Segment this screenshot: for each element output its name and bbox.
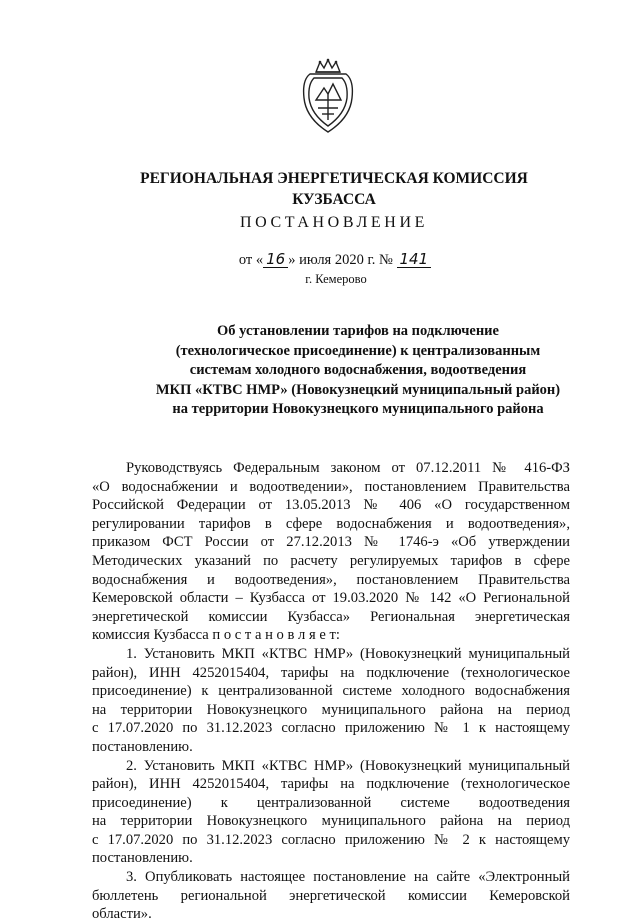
body-line: Руководствуясь Федеральным законом от 07.12.2011 № 416-ФЗ [126, 460, 570, 476]
document-number-handwritten: 141 [397, 252, 432, 268]
body-line: 2. Установить МКП «КТВС НМР» (Новокузнецкий муниципальный [126, 757, 570, 774]
body-line: с 17.07.2020 по 31.12.2023 согласно приложению № 1 к настоящему [92, 720, 570, 737]
body-line: бюллетень региональной энергетической комиссии Кемеровской [92, 887, 570, 904]
date-day-handwritten: 16 [263, 252, 288, 268]
body-line: район), ИНН 4252015404, тарифы на подключение (технологическое [92, 776, 570, 793]
title-line: системам холодного водоснабжения, водоотведения [189, 362, 527, 378]
body-line: Российской Федерации от 13.05.2013 № 406 «О государственном [92, 497, 570, 514]
org-line-2: КУЗБАССА [292, 191, 376, 208]
body-line: постановлению. [92, 850, 193, 867]
body-line: энергетической комиссии Кузбасса» Региональная энергетическая [92, 608, 570, 625]
document-body [92, 459, 570, 924]
body-line: водоснабжения и водоотведения», постановлением Правительства [92, 571, 570, 588]
date-line [0, 252, 640, 269]
document-title [108, 322, 608, 420]
body-line: на территории Новокузнецкого муниципального района на период [92, 701, 570, 718]
body-line: регулировании тарифов в сфере водоснабжения и водоотведения», [92, 515, 570, 532]
title-line: на территории Новокузнецкого муниципального района [172, 401, 544, 417]
body-line: присоединение) к централизованной системе водоотведения [92, 794, 570, 811]
title-line: Об установлении тарифов на подключение [217, 323, 499, 339]
body-line: Кемеровской области – Кузбасса от 19.03.2020 № 142 «О Региональной [92, 590, 570, 607]
body-line: 1. Установить МКП «КТВС НМР» (Новокузнецкий муниципальный [126, 645, 570, 662]
body-line: комиссия Кузбасса п о с т а н о в л я е т: [92, 627, 340, 644]
title-line: МКП «КТВС НМР» (Новокузнецкий муниципальный район) [155, 381, 561, 398]
body-line: «О водоснабжении и водоотведении», постановлением Правительства [92, 478, 570, 495]
document-type: ПОСТАНОВЛЕНИЕ [240, 214, 428, 231]
body-line: области». [92, 906, 152, 923]
date-prefix: от « [238, 252, 264, 268]
date-mid: » июля 2020 г. № [288, 252, 393, 268]
body-line: на территории Новокузнецкого муниципального района на период [92, 813, 570, 830]
body-line: постановлению. [92, 738, 193, 755]
org-line-1: РЕГИОНАЛЬНАЯ ЭНЕРГЕТИЧЕСКАЯ КОМИССИЯ [140, 170, 528, 187]
city: г. Кемерово [305, 272, 367, 286]
organization-name [0, 168, 640, 210]
coat-of-arms-emblem [296, 58, 360, 136]
title-line: (технологическое присоединение) к централизованным [175, 342, 541, 359]
body-line: с 17.07.2020 по 31.12.2023 согласно приложению № 2 к настоящему [92, 831, 570, 848]
body-line: присоединение) к централизованной системе холодного водоснабжения [92, 683, 570, 700]
body-line: район), ИНН 4252015404, тарифы на подключение (технологическое [92, 664, 570, 681]
body-line: 3. Опубликовать настоящее постановление на сайте «Электронный [126, 869, 570, 886]
body-line: приказом ФСТ России от 27.12.2013 № 1746-э «Об утверждении [92, 534, 570, 551]
body-line: Методических указаний по расчету регулируемых тарифов в сфере [92, 552, 570, 569]
